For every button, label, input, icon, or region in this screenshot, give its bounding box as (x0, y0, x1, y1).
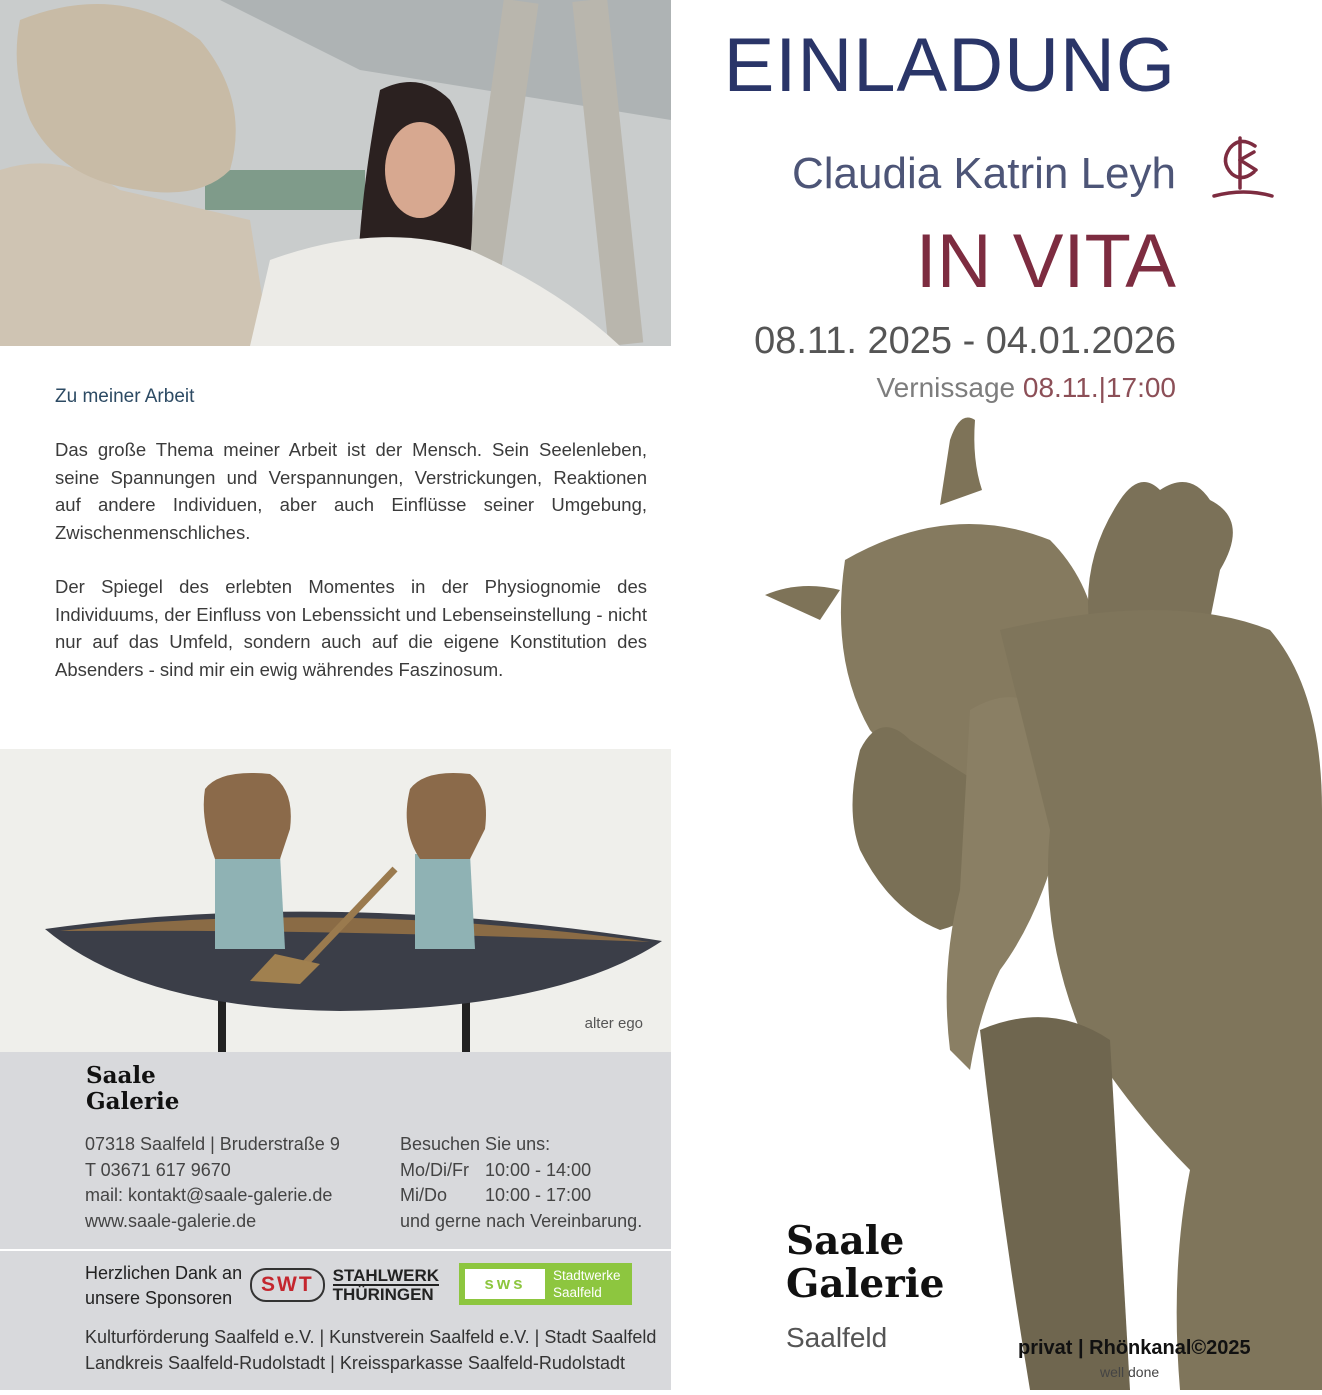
swt-line: THÜRINGEN (332, 1285, 434, 1304)
hours-time: 10:00 - 14:00 (485, 1159, 592, 1180)
phone: T 03671 617 9670 (85, 1159, 231, 1180)
statement-paragraph: Das große Thema meiner Arbeit ist der Mensch. Sein Seelenleben, seine Spannungen und Verspannungen, Verstrickungen, Reaktionen auf andere Individuen, aber auch Einflüsse seiner Umgebung, Zwischenmenschliches. (55, 439, 647, 543)
logo-line: Galerie (86, 1088, 180, 1115)
vernissage-date: 08.11.|17:00 (1022, 372, 1176, 403)
hours-days: Mi/Do (400, 1185, 448, 1205)
opening-hours (400, 1132, 642, 1234)
swt-stahlwerk-logo (250, 1267, 439, 1303)
sponsor-thanks (85, 1261, 242, 1311)
thanks-line: unsere Sponsoren (85, 1288, 233, 1308)
swt-text (333, 1267, 439, 1303)
sws-mark: sws (465, 1269, 545, 1299)
sws-line: Stadtwerke (553, 1268, 621, 1283)
sws-text (553, 1267, 621, 1301)
swt-badge: SWT (250, 1268, 325, 1302)
hours-note: und gerne nach Vereinbarung. (400, 1210, 643, 1231)
website[interactable]: www.saale-galerie.de (85, 1210, 257, 1231)
vernissage-info (877, 374, 1176, 402)
visit-title: Besuchen Sie uns: (400, 1134, 551, 1154)
supporters-line: Landkreis Saalfeld-Rudolstadt | Kreissparkasse Saalfeld-Rudolstadt (85, 1352, 625, 1373)
exhibition-dates: 08.11. 2025 - 04.01.2026 (754, 320, 1176, 362)
saale-galerie-logo (86, 1064, 179, 1116)
invitation-title: EINLADUNG (723, 23, 1176, 108)
gallery-city: Saalfeld (786, 1322, 888, 1353)
sponsor-box (0, 1251, 671, 1390)
photo-credit: privat | Rhönkanal©2025 (1018, 1337, 1251, 1359)
supporters-line: Kulturförderung Saalfeld e.V. | Kunstverein Saalfeld e.V. | Stadt Saalfeld (85, 1327, 657, 1347)
logo-line: Saale (86, 1062, 156, 1089)
alter-ego-sculpture-photo (0, 749, 671, 1052)
statement-paragraph: Der Spiegel des erlebten Momentes in der Physiognomie des Individuums, der Einfluss von Lebenssicht und Lebenseinstellung - nicht nur auf das Umfeld, sondern auch auf die eigene Konstitution des Absenders - sind mir ein ewig währendes Faszinosum. (55, 576, 647, 680)
hours-row (400, 1158, 642, 1184)
credit-subline: well done (1100, 1364, 1160, 1380)
statement-heading: Zu meiner Arbeit (55, 386, 195, 407)
hours-days: Mo/Di/Fr (400, 1159, 469, 1180)
sws-line: Saalfeld (553, 1285, 602, 1300)
artist-at-work-photo (0, 0, 671, 346)
artist-monogram-icon (1210, 130, 1276, 208)
hours-row (400, 1183, 642, 1209)
artist-name: Claudia Katrin Leyh (791, 149, 1176, 198)
photo-caption: alter ego (584, 1015, 643, 1032)
supporters-list (85, 1325, 656, 1376)
swt-line: STAHLWERK (332, 1266, 440, 1285)
hours-time: 10:00 - 17:00 (485, 1185, 592, 1205)
gallery-info-box (0, 1052, 671, 1250)
gallery-contact (85, 1132, 340, 1234)
exhibition-title: IN VITA (915, 219, 1176, 304)
thanks-line: Herzlichen Dank an (85, 1263, 243, 1283)
address: 07318 Saalfeld | Bruderstraße 9 (85, 1134, 340, 1154)
logo-line: Galerie (786, 1261, 945, 1307)
email[interactable]: mail: kontakt@saale-galerie.de (85, 1185, 333, 1205)
vernissage-label: Vernissage (876, 372, 1016, 403)
logo-line: Saale (786, 1218, 905, 1264)
stadtwerke-saalfeld-logo (459, 1263, 632, 1305)
artist-statement (55, 386, 647, 710)
saale-galerie-logo (786, 1218, 945, 1308)
